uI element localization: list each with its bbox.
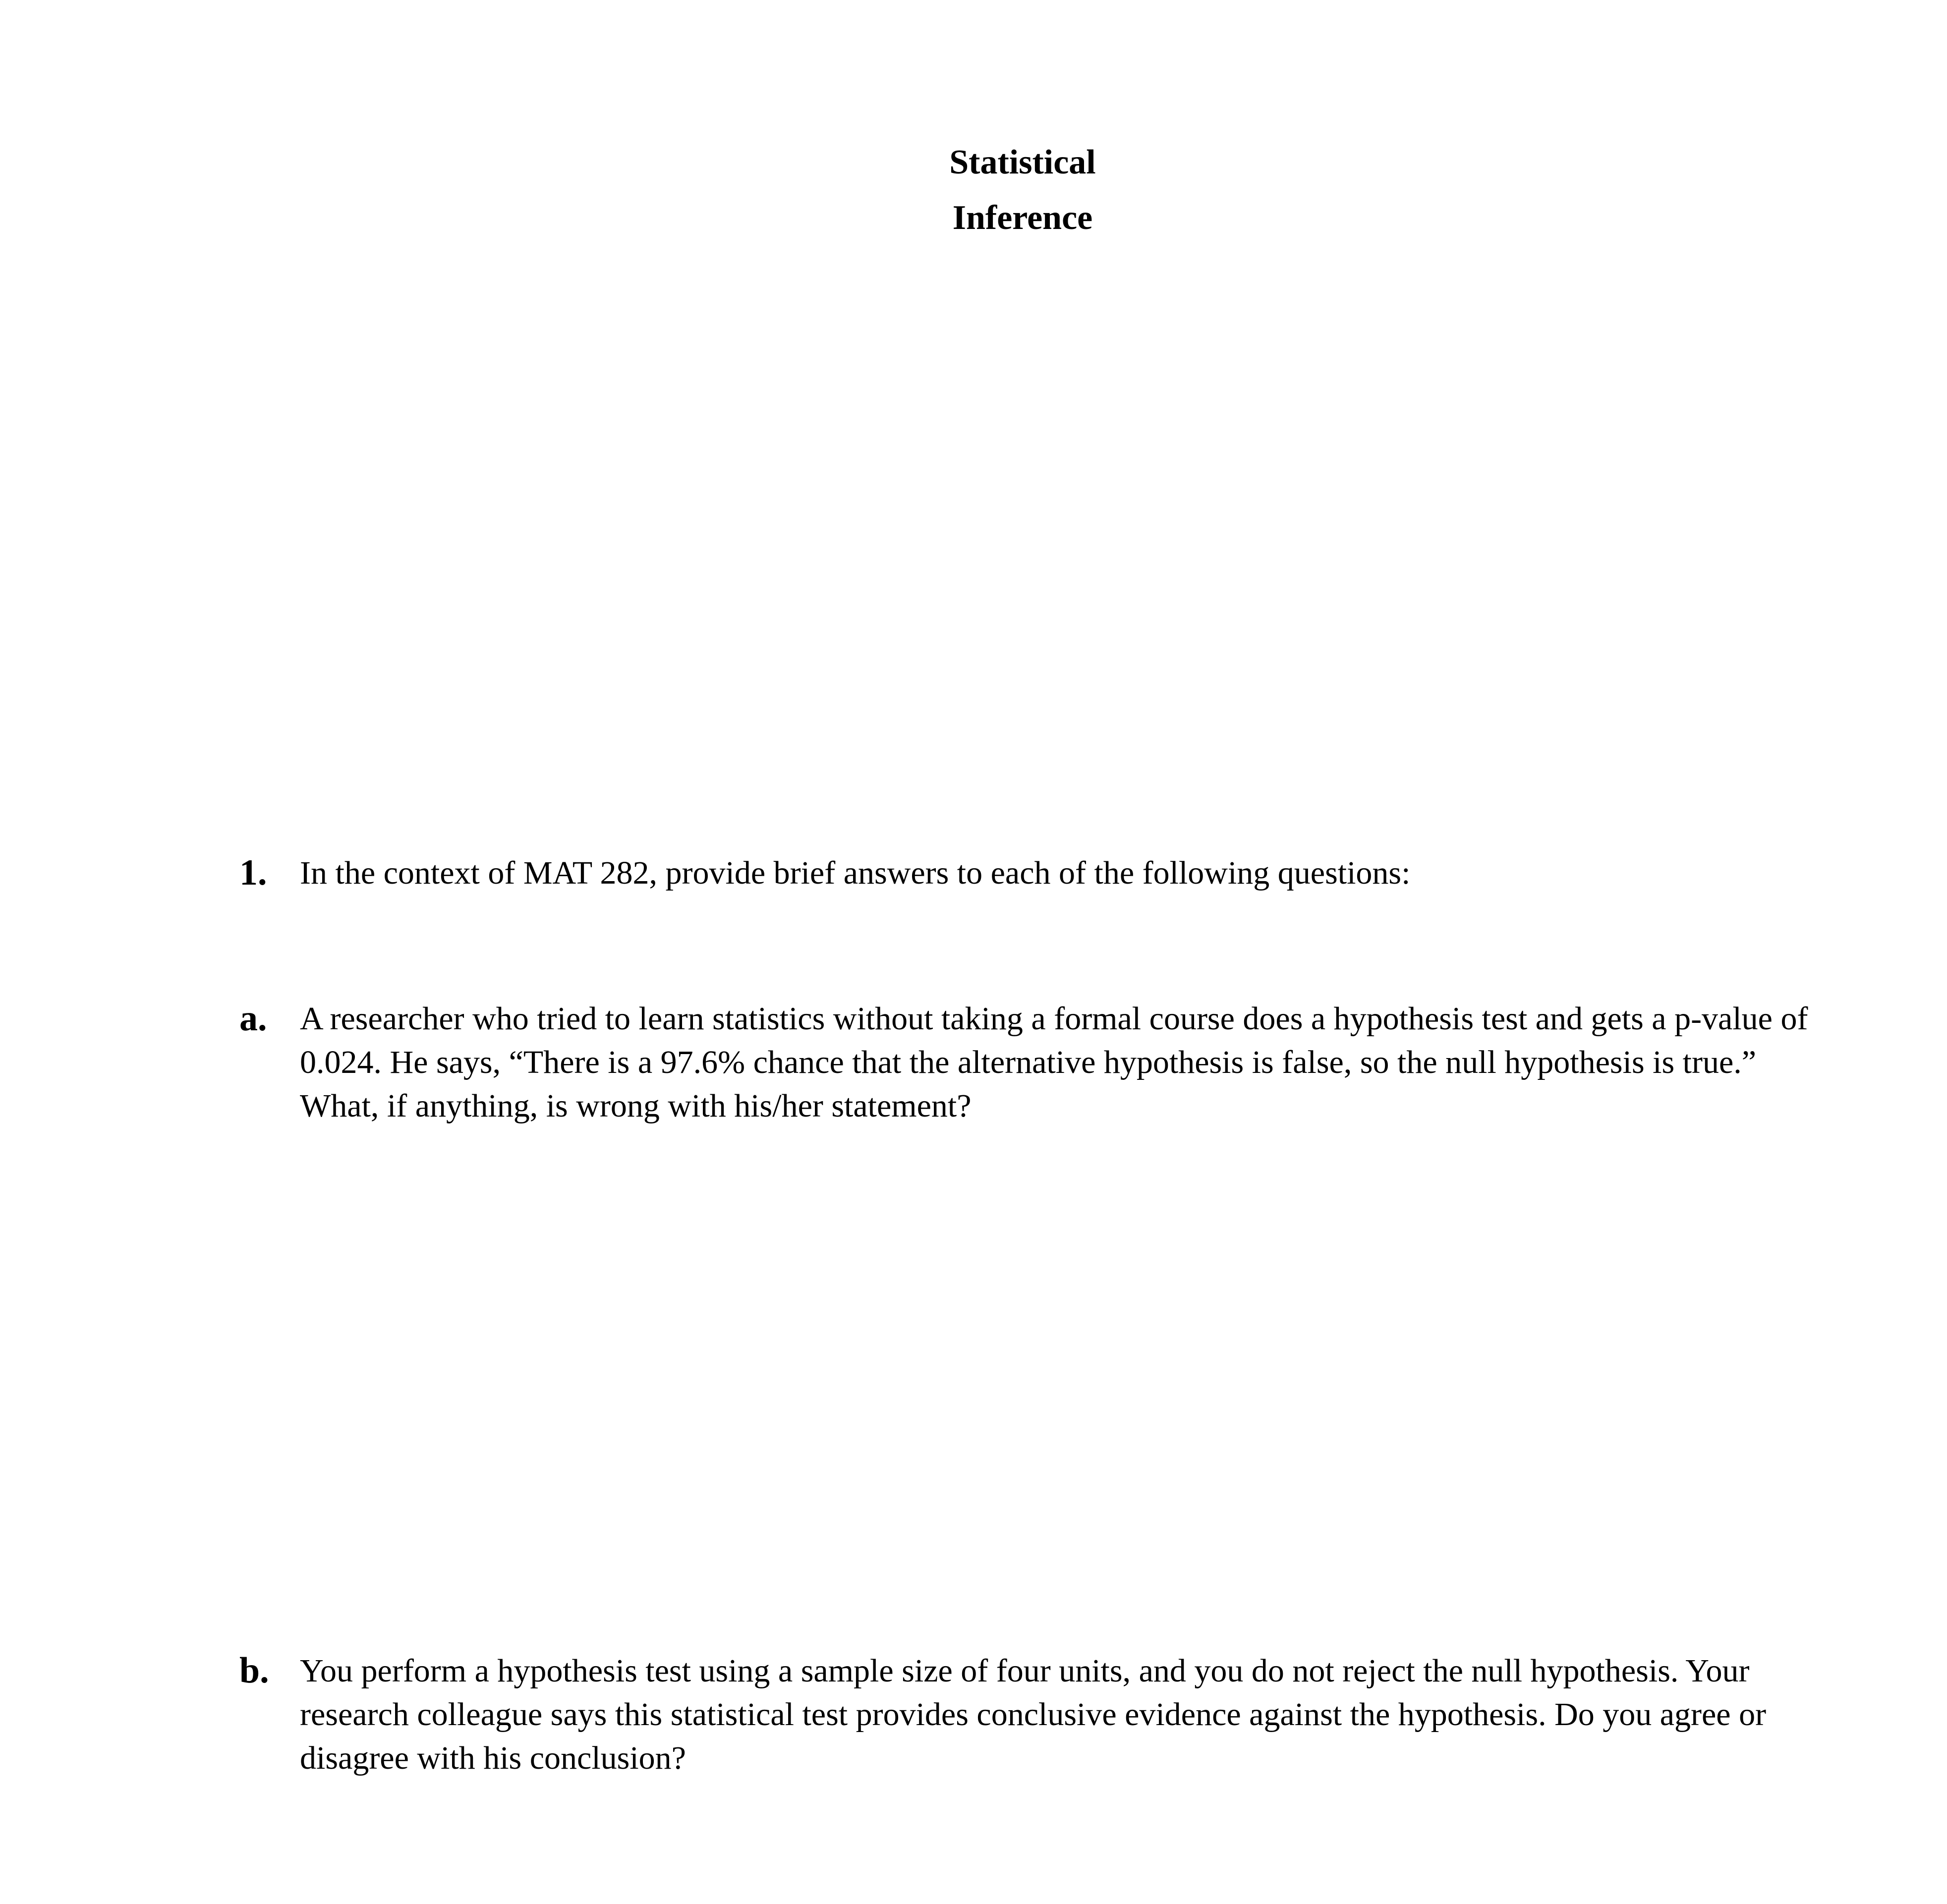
question-1b-marker: b. — [239, 1650, 269, 1691]
question-1b-text: You perform a hypothesis test using a sample size of four units, and you do not reject the null hypothesis. Your research colleague says this statistical test provides conclusive evidence against the hypothesis. Do you agree or disagree with his conclusion? — [300, 1653, 1767, 1776]
question-1a — [239, 997, 1808, 1128]
question-1 — [239, 851, 1808, 895]
title-line-1: Statistical — [949, 143, 1096, 181]
question-1a-text: A researcher who tried to learn statistics without taking a formal course does a hypothesis test and gets a p-value of 0.024. He says, “There is a 97.6% chance that the alternative hypothesis is false, so the null hypothesis is true.” What, if anything, is wrong with his/her statement? — [300, 1001, 1808, 1124]
question-1-marker: 1. — [239, 852, 267, 893]
question-1b — [239, 1649, 1808, 1780]
question-1-text: In the context of MAT 282, provide brief answers to each of the following questions: — [300, 855, 1411, 891]
title-line-2: Inference — [952, 199, 1093, 237]
question-1a-marker: a. — [239, 998, 267, 1039]
document-title — [239, 135, 1806, 246]
